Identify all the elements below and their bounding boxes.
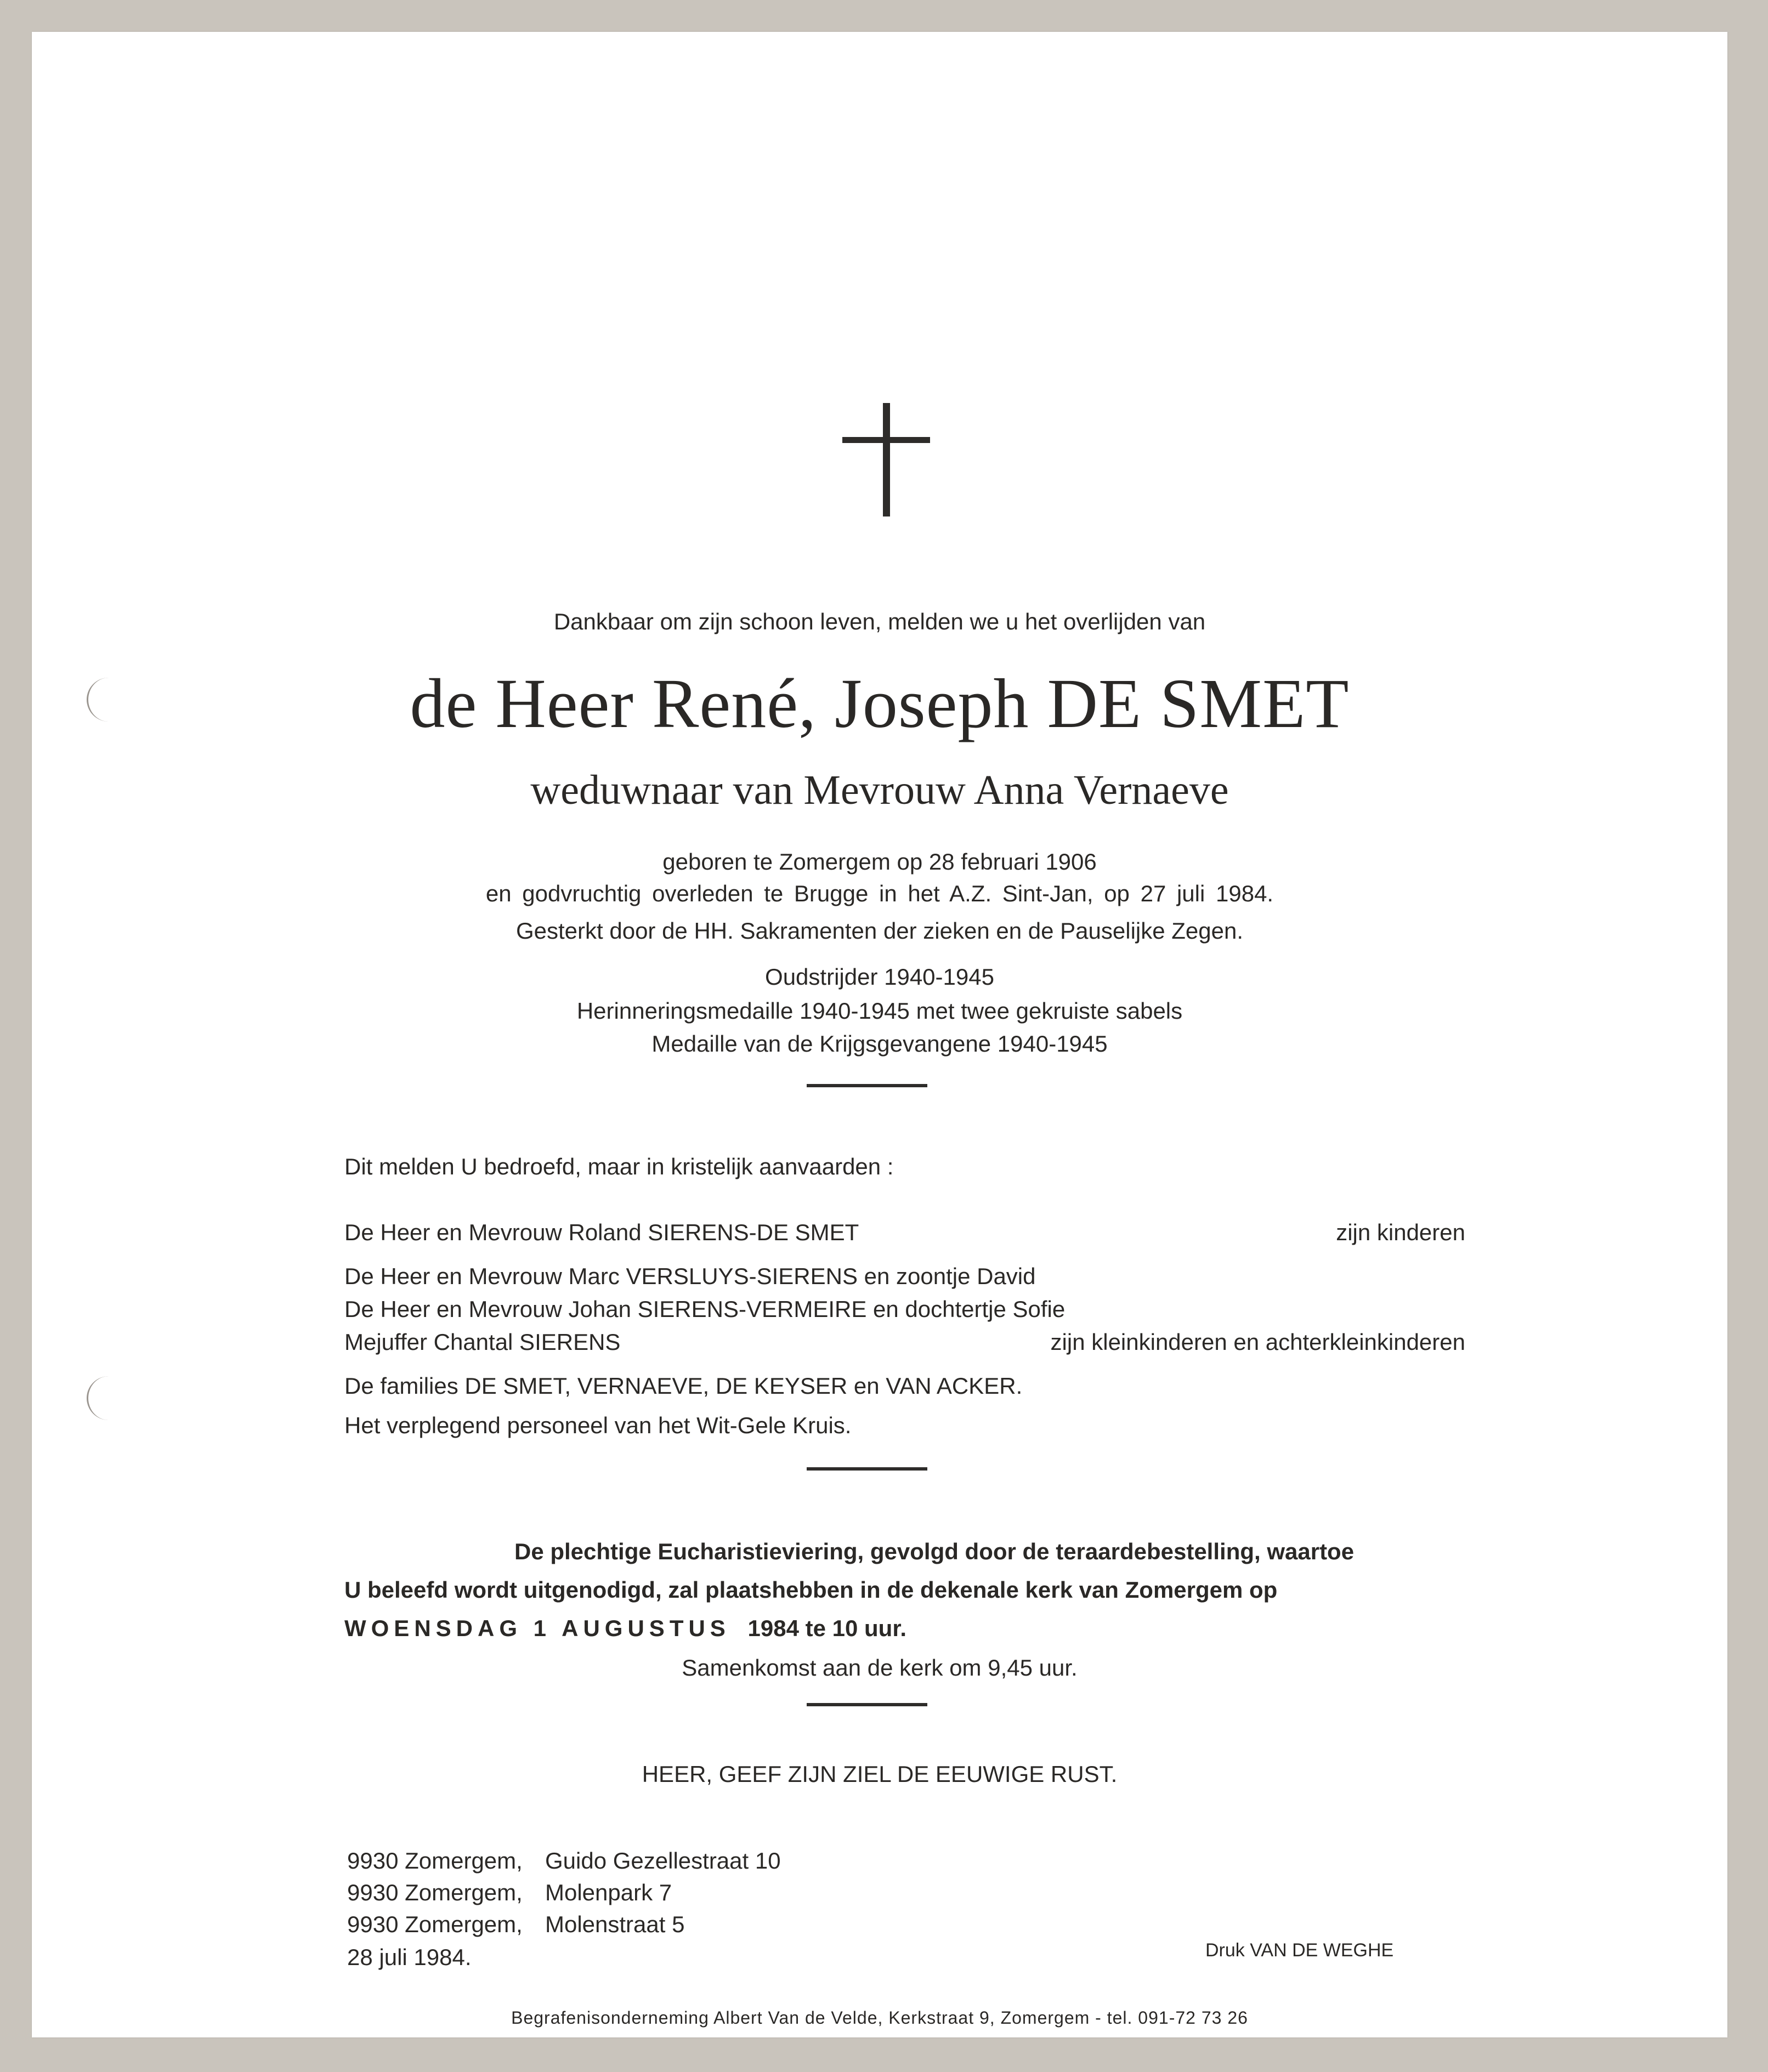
divider <box>807 1467 927 1471</box>
grandchildren-label: zijn kleinkinderen en achterkleinkinderen <box>1050 1329 1465 1355</box>
ceremony-time: 1984 te 10 uur. <box>747 1615 907 1641</box>
address-city: 9930 Zomergem, <box>347 1848 523 1874</box>
families-line: De families DE SMET, VERNAEVE, DE KEYSER en VAN ACKER. <box>344 1373 1023 1399</box>
deceased-name: de Heer René, Joseph DE SMET <box>410 665 1350 742</box>
address-street: Molenpark 7 <box>545 1880 672 1905</box>
ceremony-date <box>344 1615 906 1642</box>
honour-line: Oudstrijder 1940-1945 <box>765 964 994 990</box>
death-notice-card <box>32 32 1727 2037</box>
widower-line: weduwnaar van Mevrouw Anna Vernaeve <box>530 767 1229 813</box>
death-line: en godvruchtig overleden te Brugge in het A.Z. Sint-Jan, op 27 juli 1984. <box>485 881 1274 906</box>
address-street: Guido Gezellestraat 10 <box>545 1848 781 1874</box>
children-names: De Heer en Mevrouw Roland SIERENS-DE SMET <box>344 1219 859 1245</box>
sacraments-line: Gesterkt door de HH. Sakramenten der zieken en de Pauselijke Zegen. <box>515 918 1244 944</box>
punch-hole-bottom <box>87 1376 110 1420</box>
divider <box>807 1703 927 1706</box>
address-city: 9930 Zomergem, <box>347 1911 523 1937</box>
ceremony-line: De plechtige Eucharistieviering, gevolgd door de teraardebestelling, waartoe <box>514 1539 1355 1564</box>
ceremony-weekday-date: WOENSDAG 1 AUGUSTUS <box>344 1615 730 1641</box>
printer-line: Druk VAN DE WEGHE <box>1205 1940 1394 1961</box>
address-city: 9930 Zomergem, <box>347 1880 523 1905</box>
intro-text: Dankbaar om zijn schoon leven, melden we u het overlijden van <box>553 609 1206 634</box>
meeting-line: Samenkomst aan de kerk om 9,45 uur. <box>682 1655 1078 1681</box>
date-line: 28 juli 1984. <box>347 1944 472 1970</box>
address-street: Molenstraat 5 <box>545 1911 685 1937</box>
staff-line: Het verplegend personeel van het Wit-Gele Kruis. <box>344 1412 852 1438</box>
children-label: zijn kinderen <box>1336 1219 1465 1245</box>
birth-line: geboren te Zomergem op 28 februari 1906 <box>662 849 1097 875</box>
honour-line: Herinneringsmedaille 1940-1945 met twee gekruiste sabels <box>576 998 1183 1024</box>
ceremony-line: U beleefd wordt uitgenodigd, zal plaatshebben in de dekenale kerk van Zomergem op <box>344 1577 1278 1603</box>
grandchildren-names: De Heer en Mevrouw Johan SIERENS-VERMEIRE en dochtertje Sofie <box>344 1296 1066 1322</box>
undertaker-line: Begrafenisonderneming Albert Van de Velde, Kerkstraat 9, Zomergem - tel. 091-72 73 26 <box>511 2008 1248 2028</box>
announcers-intro: Dit melden U bedroefd, maar in kristelijk aanvaarden : <box>344 1154 894 1179</box>
grandchildren-names: Mejuffer Chantal SIERENS <box>344 1329 621 1355</box>
grandchildren-names: De Heer en Mevrouw Marc VERSLUYS-SIERENS en zoontje David <box>344 1263 1036 1289</box>
prayer-line: HEER, GEEF ZIJN ZIEL DE EEUWIGE RUST. <box>642 1761 1118 1787</box>
honour-line: Medaille van de Krijgsgevangene 1940-1945 <box>651 1031 1108 1057</box>
divider <box>807 1084 927 1087</box>
